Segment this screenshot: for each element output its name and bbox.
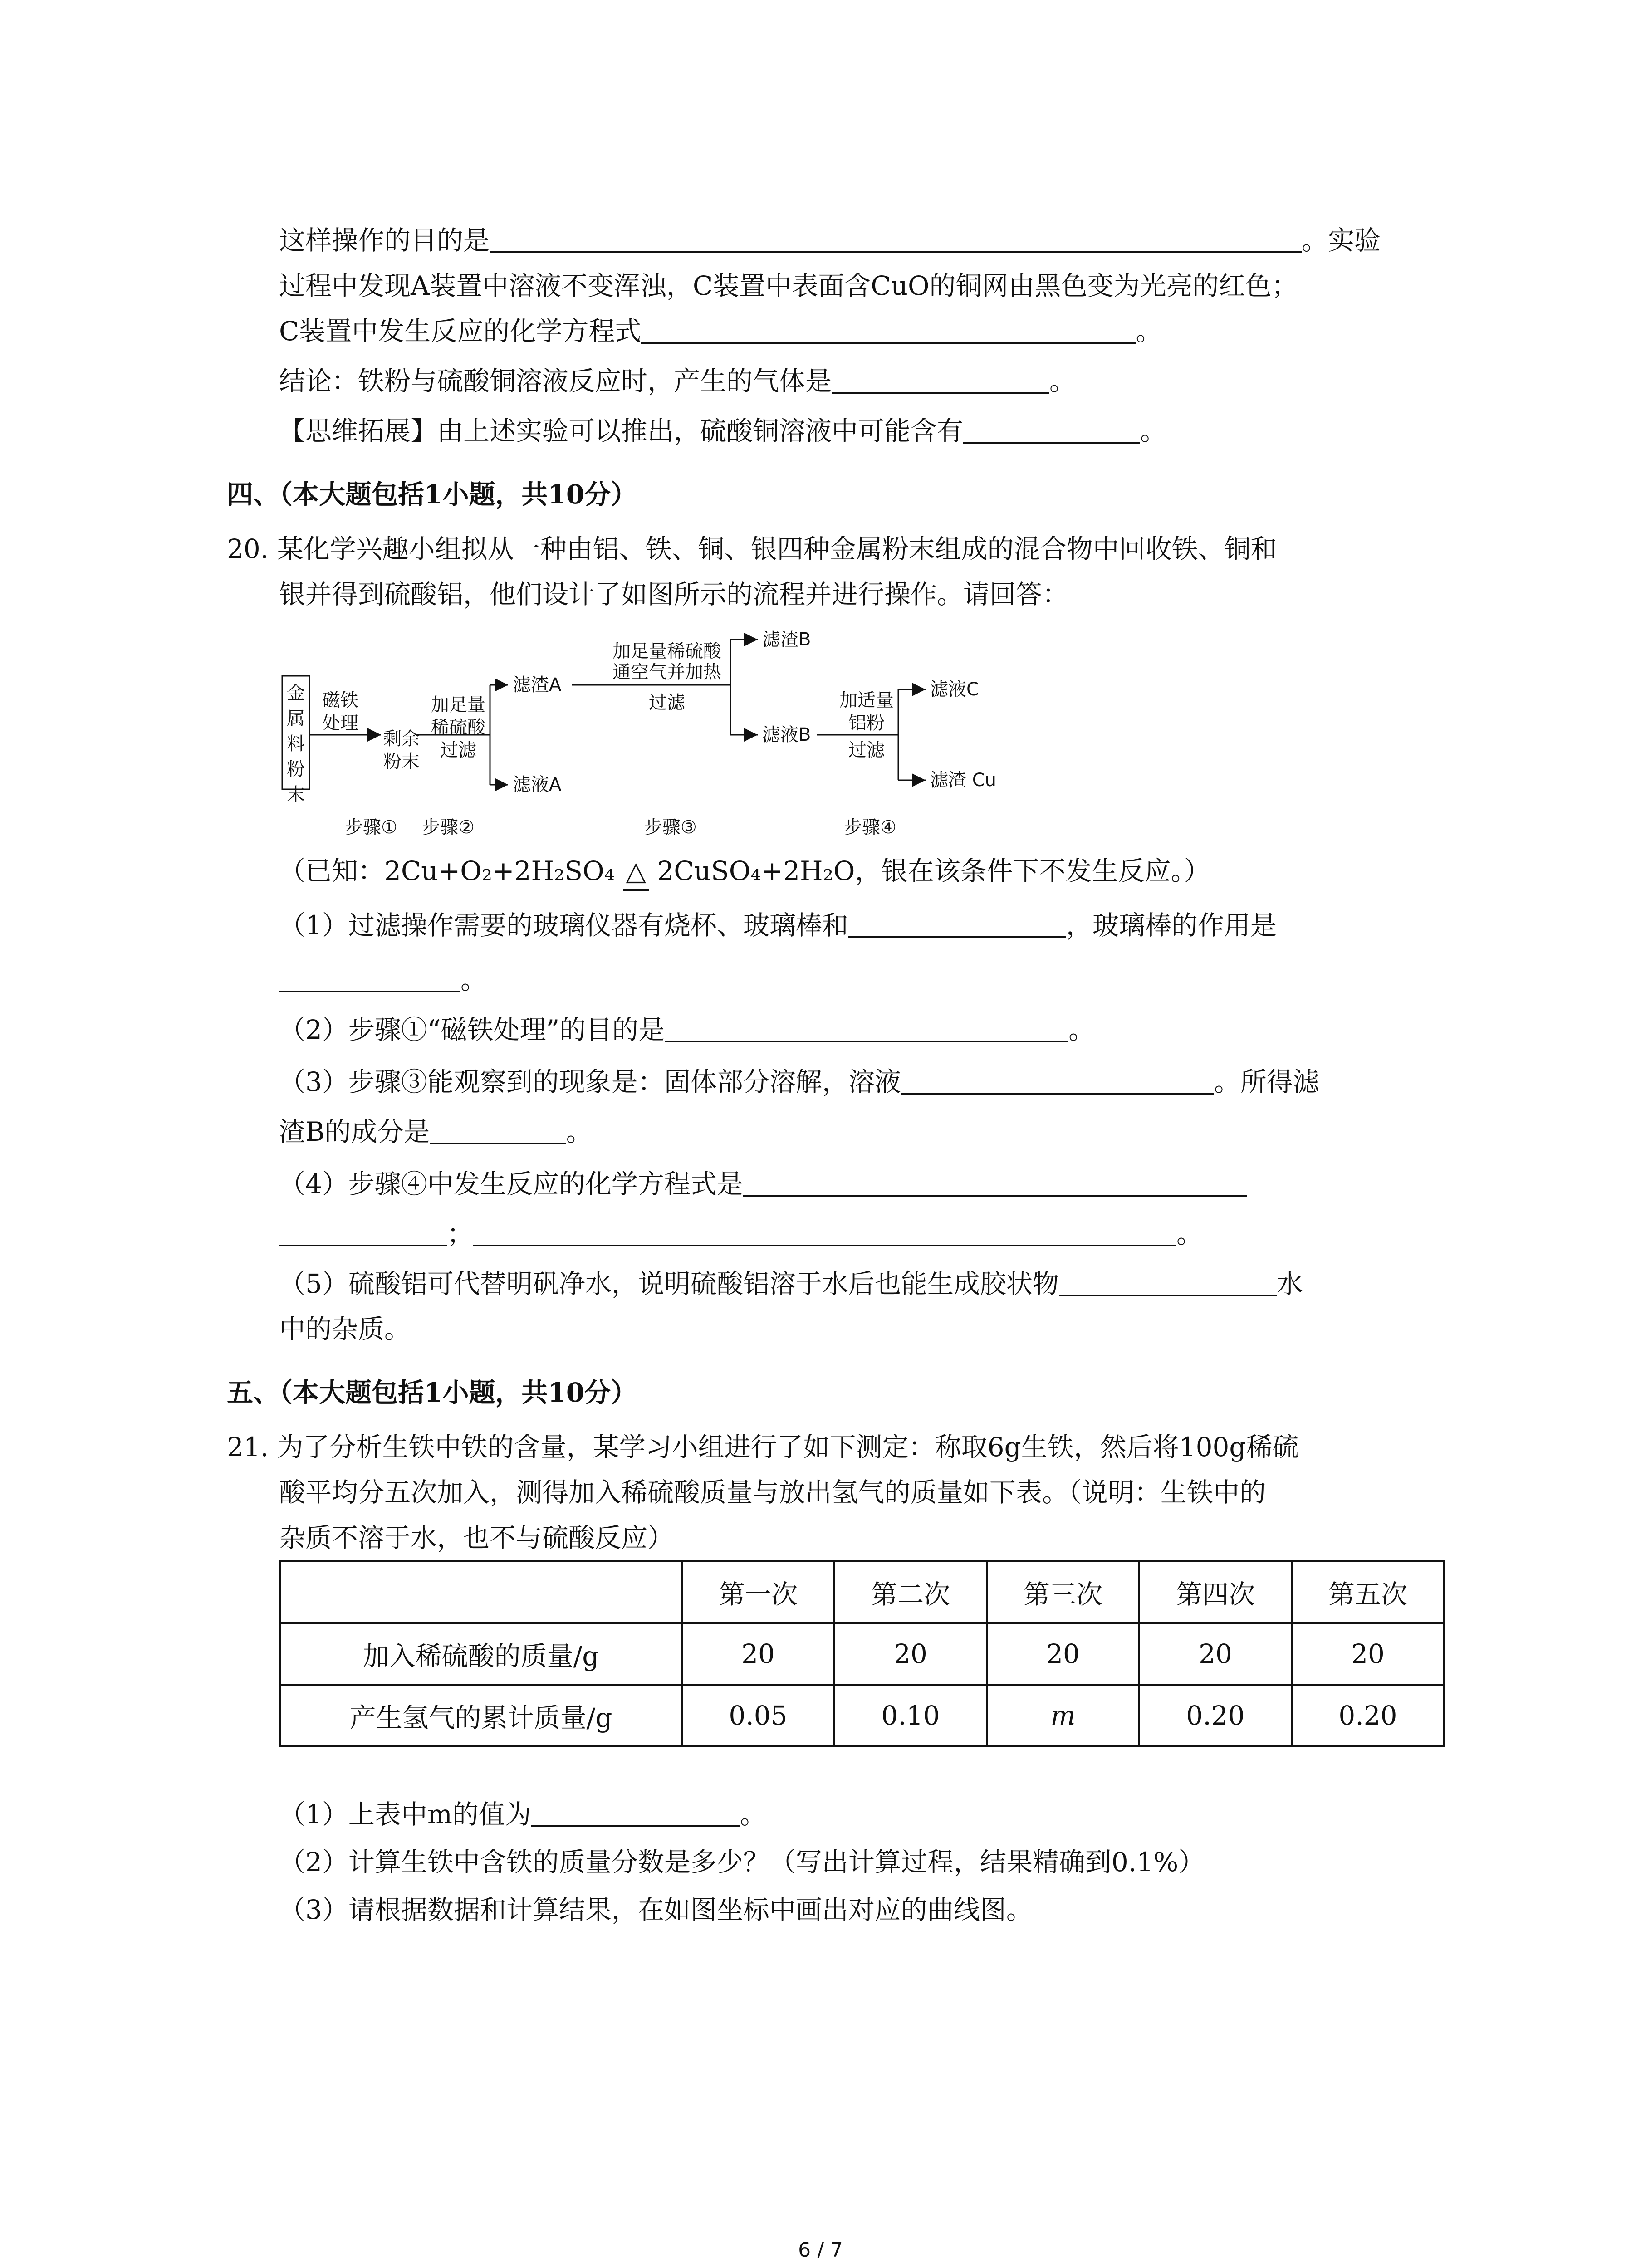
table-cell: 20 xyxy=(1292,1623,1444,1685)
text-line xyxy=(279,1166,1247,1202)
table-cell: 第五次 xyxy=(1292,1561,1444,1623)
text: （4）步骤④中发生反应的化学方程式是 xyxy=(279,1168,743,1199)
text: 。 xyxy=(1136,316,1162,347)
table-cell xyxy=(280,1561,682,1623)
box-label: 金属料粉末 xyxy=(287,683,305,805)
flow-diagram xyxy=(281,631,1089,848)
text: 。 xyxy=(1049,366,1076,396)
text: 。 xyxy=(566,1116,593,1147)
text-line: 过程中发现A装置中溶液不变浑浊，C装置中表面含CuO的铜网由黑色变为光亮的红色； xyxy=(279,270,1298,301)
text: 水 xyxy=(1276,1268,1303,1299)
answer-blank[interactable] xyxy=(665,1013,1068,1042)
flow-node: 滤液A xyxy=(513,774,562,795)
step-label: 步骤③ xyxy=(644,817,697,838)
table-cell: 第一次 xyxy=(682,1561,834,1623)
flow-node: 滤液B xyxy=(762,724,811,745)
text-line xyxy=(279,1064,1319,1100)
triangle-icon: △ xyxy=(623,853,649,891)
table-cell: 第三次 xyxy=(987,1561,1139,1623)
table-cell: 20 xyxy=(682,1623,834,1685)
flow-label: 过滤 xyxy=(440,740,476,761)
text-line xyxy=(279,1266,1303,1302)
text-line: 中的杂质。 xyxy=(279,1314,411,1344)
flow-label: 过滤 xyxy=(649,692,685,713)
answer-blank[interactable] xyxy=(490,224,1302,253)
text: （3）步骤③能观察到的现象是：固体部分溶解，溶液 xyxy=(279,1066,901,1097)
text: 。 xyxy=(1140,415,1167,446)
answer-blank[interactable] xyxy=(832,365,1049,394)
question-text: 21. 为了分析生铁中铁的含量，某学习小组进行了如下测定：称取6g生铁，然后将100g稀硫 xyxy=(227,1432,1299,1462)
text-line xyxy=(279,907,1277,943)
text-line xyxy=(279,1796,766,1833)
text-line xyxy=(279,363,1076,399)
text: 渣B的成分是 xyxy=(279,1116,430,1147)
answer-blank[interactable] xyxy=(901,1066,1214,1095)
text: C装置中发生反应的化学方程式 xyxy=(279,316,642,347)
flow-node: 滤渣B xyxy=(762,629,811,650)
text-line xyxy=(279,962,487,998)
table-cell: 第二次 xyxy=(834,1561,987,1623)
table-cell: 20 xyxy=(987,1623,1139,1685)
text-line xyxy=(279,853,1210,891)
flow-node: 滤渣 Cu xyxy=(930,770,996,791)
text: 。 xyxy=(460,964,487,995)
text: 。实验 xyxy=(1302,225,1381,256)
answer-blank[interactable] xyxy=(743,1168,1247,1197)
flow-node: 滤渣A xyxy=(513,675,562,695)
table-cell: 产生氢气的累计质量/g xyxy=(280,1685,682,1746)
page-number: 6 / 7 xyxy=(798,2239,843,2262)
flow-label: 通空气并加热 xyxy=(612,662,721,683)
table-cell: 0.05 xyxy=(682,1685,834,1746)
text-line xyxy=(279,1216,1203,1252)
question-text: 银并得到硫酸铝，他们设计了如图所示的流程并进行操作。请回答： xyxy=(279,579,1069,610)
text-line xyxy=(279,1012,1095,1048)
text-line: （2）计算生铁中含铁的质量分数是多少？（写出计算过程，结果精确到0.1%） xyxy=(279,1847,1205,1877)
text: （5）硫酸铝可代替明矾净水，说明硫酸铝溶于水后也能生成胶状物 xyxy=(279,1268,1059,1299)
question-text: 杂质不溶于水，也不与硫酸反应） xyxy=(279,1522,674,1553)
table-cell: m xyxy=(987,1685,1139,1746)
text-line xyxy=(279,222,1381,259)
text-line xyxy=(279,313,1162,349)
text: ； xyxy=(447,1218,474,1249)
data-table xyxy=(279,1560,1445,1747)
text-line xyxy=(279,413,1166,449)
text: 。 xyxy=(1068,1014,1095,1045)
text: 这样操作的目的是 xyxy=(279,225,490,256)
text-line: （3）请根据数据和计算结果，在如图坐标中画出对应的曲线图。 xyxy=(279,1894,1033,1925)
step-label: 步骤② xyxy=(422,817,475,838)
flow-label: 粉末 xyxy=(383,751,420,772)
section-title: 五、（本大题包括1小题，共10分） xyxy=(227,1377,637,1408)
flow-label: 磁铁 xyxy=(322,690,358,711)
answer-blank[interactable] xyxy=(848,909,1066,938)
flow-label: 处理 xyxy=(322,713,358,733)
table-row xyxy=(280,1685,1444,1746)
answer-blank[interactable] xyxy=(531,1798,740,1827)
table-header-row xyxy=(280,1561,1444,1623)
text: （1）上表中m的值为 xyxy=(279,1799,531,1830)
text: （1）过滤操作需要的玻璃仪器有烧杯、玻璃棒和 xyxy=(279,910,848,941)
text-line xyxy=(279,1114,593,1150)
text: ，玻璃棒的作用是 xyxy=(1066,910,1277,941)
table-cell: 0.10 xyxy=(834,1685,987,1746)
text: 。 xyxy=(740,1799,766,1830)
table-cell: 0.20 xyxy=(1292,1685,1444,1746)
question-text: 20. 某化学兴趣小组拟从一种由铝、铁、铜、银四种金属粉末组成的混合物中回收铁、铜和 xyxy=(227,533,1277,564)
flow-label: 稀硫酸 xyxy=(431,717,485,738)
flow-label: 剩余 xyxy=(383,728,420,749)
text: 。 xyxy=(1176,1218,1203,1249)
section-title: 四、（本大题包括1小题，共10分） xyxy=(227,479,637,510)
text: （已知：2Cu+O₂+2H₂SO₄ xyxy=(279,855,623,886)
flow-label: 过滤 xyxy=(848,740,885,761)
answer-blank[interactable] xyxy=(430,1115,566,1144)
flow-label: 加适量 xyxy=(839,690,894,711)
answer-blank[interactable] xyxy=(641,315,1136,344)
answer-blank[interactable] xyxy=(473,1217,1176,1246)
text: （2）步骤①“磁铁处理”的目的是 xyxy=(279,1014,665,1045)
table-cell: 20 xyxy=(834,1623,987,1685)
text: 2CuSO₄+2H₂O，银在该条件下不发生反应。） xyxy=(648,855,1210,886)
flow-node: 滤液C xyxy=(930,679,979,700)
flow-label: 加足量 xyxy=(431,694,485,715)
flow-label: 铝粉 xyxy=(848,713,885,733)
answer-blank[interactable] xyxy=(963,415,1140,444)
table-cell: 0.20 xyxy=(1139,1685,1292,1746)
text: 结论：铁粉与硫酸铜溶液反应时，产生的气体是 xyxy=(279,366,832,396)
step-label: 步骤④ xyxy=(844,817,896,838)
answer-blank[interactable] xyxy=(279,963,460,992)
text: 。所得滤 xyxy=(1214,1066,1319,1097)
table-row xyxy=(280,1623,1444,1685)
table-cell: 第四次 xyxy=(1139,1561,1292,1623)
question-text: 酸平均分五次加入，测得加入稀硫酸质量与放出氢气的质量如下表。（说明：生铁中的 xyxy=(279,1477,1266,1508)
text: 【思维拓展】由上述实验可以推出，硫酸铜溶液中可能含有 xyxy=(279,415,964,446)
answer-blank[interactable] xyxy=(279,1217,447,1246)
flow-label: 加足量稀硫酸 xyxy=(612,641,721,662)
answer-blank[interactable] xyxy=(1059,1267,1277,1296)
table-cell: 加入稀硫酸的质量/g xyxy=(280,1623,682,1685)
step-label: 步骤① xyxy=(345,817,397,838)
table-cell: 20 xyxy=(1139,1623,1292,1685)
